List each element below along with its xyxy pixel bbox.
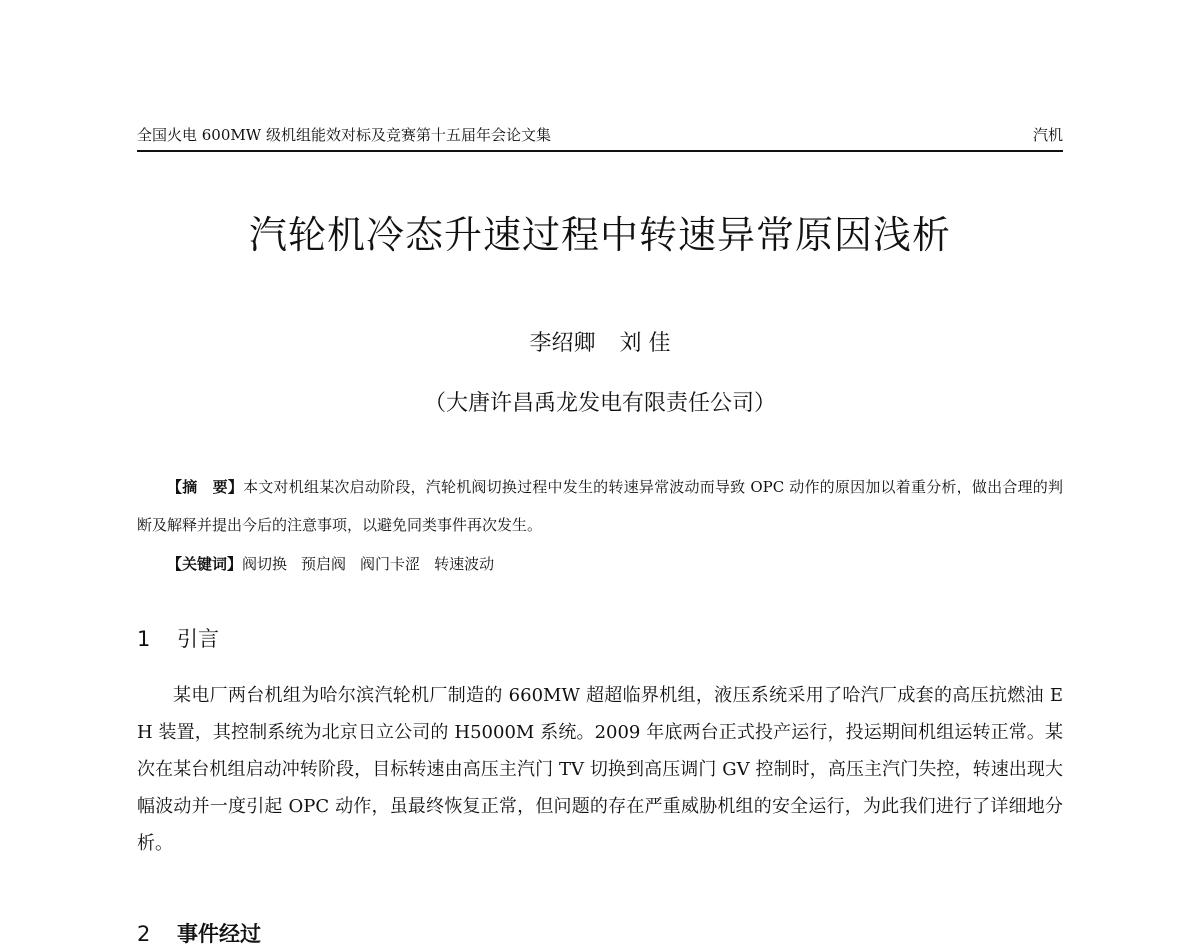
author-name: 刘 佳	[619, 331, 671, 356]
header-rule	[137, 150, 1063, 152]
keywords	[137, 545, 1063, 583]
keyword: 阀切换	[242, 555, 288, 573]
author-list	[0, 326, 1200, 362]
header-proceedings-title: 全国火电 600MW 级机组能效对标及竞赛第十五届年会论文集	[137, 126, 551, 144]
running-header	[137, 122, 1063, 148]
keyword: 预启阀	[301, 555, 347, 573]
section-heading-introduction	[137, 623, 219, 655]
section-title: 引言	[177, 627, 219, 651]
section-title: 事件经过	[177, 922, 261, 946]
section-number: 1	[137, 627, 151, 651]
section-heading-event	[137, 918, 261, 950]
section-number: 2	[137, 922, 151, 946]
keyword: 阀门卡涩	[360, 555, 421, 573]
keyword: 转速波动	[434, 555, 495, 573]
header-section-label: 汽机	[1032, 126, 1063, 144]
abstract	[137, 468, 1063, 544]
body-paragraph: 某电厂两台机组为哈尔滨汽轮机厂制造的 660MW 超超临界机组，液压系统采用了哈汽厂成套的高压抗燃油 EH 装置，其控制系统为北京日立公司的 H5000M 系统。2009 年底两台正式投产运行，投运期间机组运转正常。某次在某台机组启动冲转阶段，目标转速由高压主汽门 TV 切换到高压调门 GV 控制时，高压主汽门失控，转速出现大幅波动并一度引起 OPC 动作，虽最终恢复正常，但问题的存在严重威胁机组的安全运行，为此我们进行了详细地分析。	[137, 685, 1063, 854]
abstract-text: 本文对机组某次启动阶段，汽轮机阀切换过程中发生的转速异常波动而导致 OPC 动作的原因加以着重分析，做出合理的判断及解释并提出今后的注意事项，以避免同类事件再次发生。	[137, 478, 1063, 534]
abstract-label: 【摘 要】	[167, 478, 244, 496]
keywords-label: 【关键词】	[167, 555, 243, 573]
paper-title: 汽轮机冷态升速过程中转速异常原因浅析	[248, 213, 951, 257]
affiliation: （大唐许昌禹龙发电有限责任公司）	[423, 391, 776, 416]
author-name: 李绍卿	[529, 331, 596, 356]
